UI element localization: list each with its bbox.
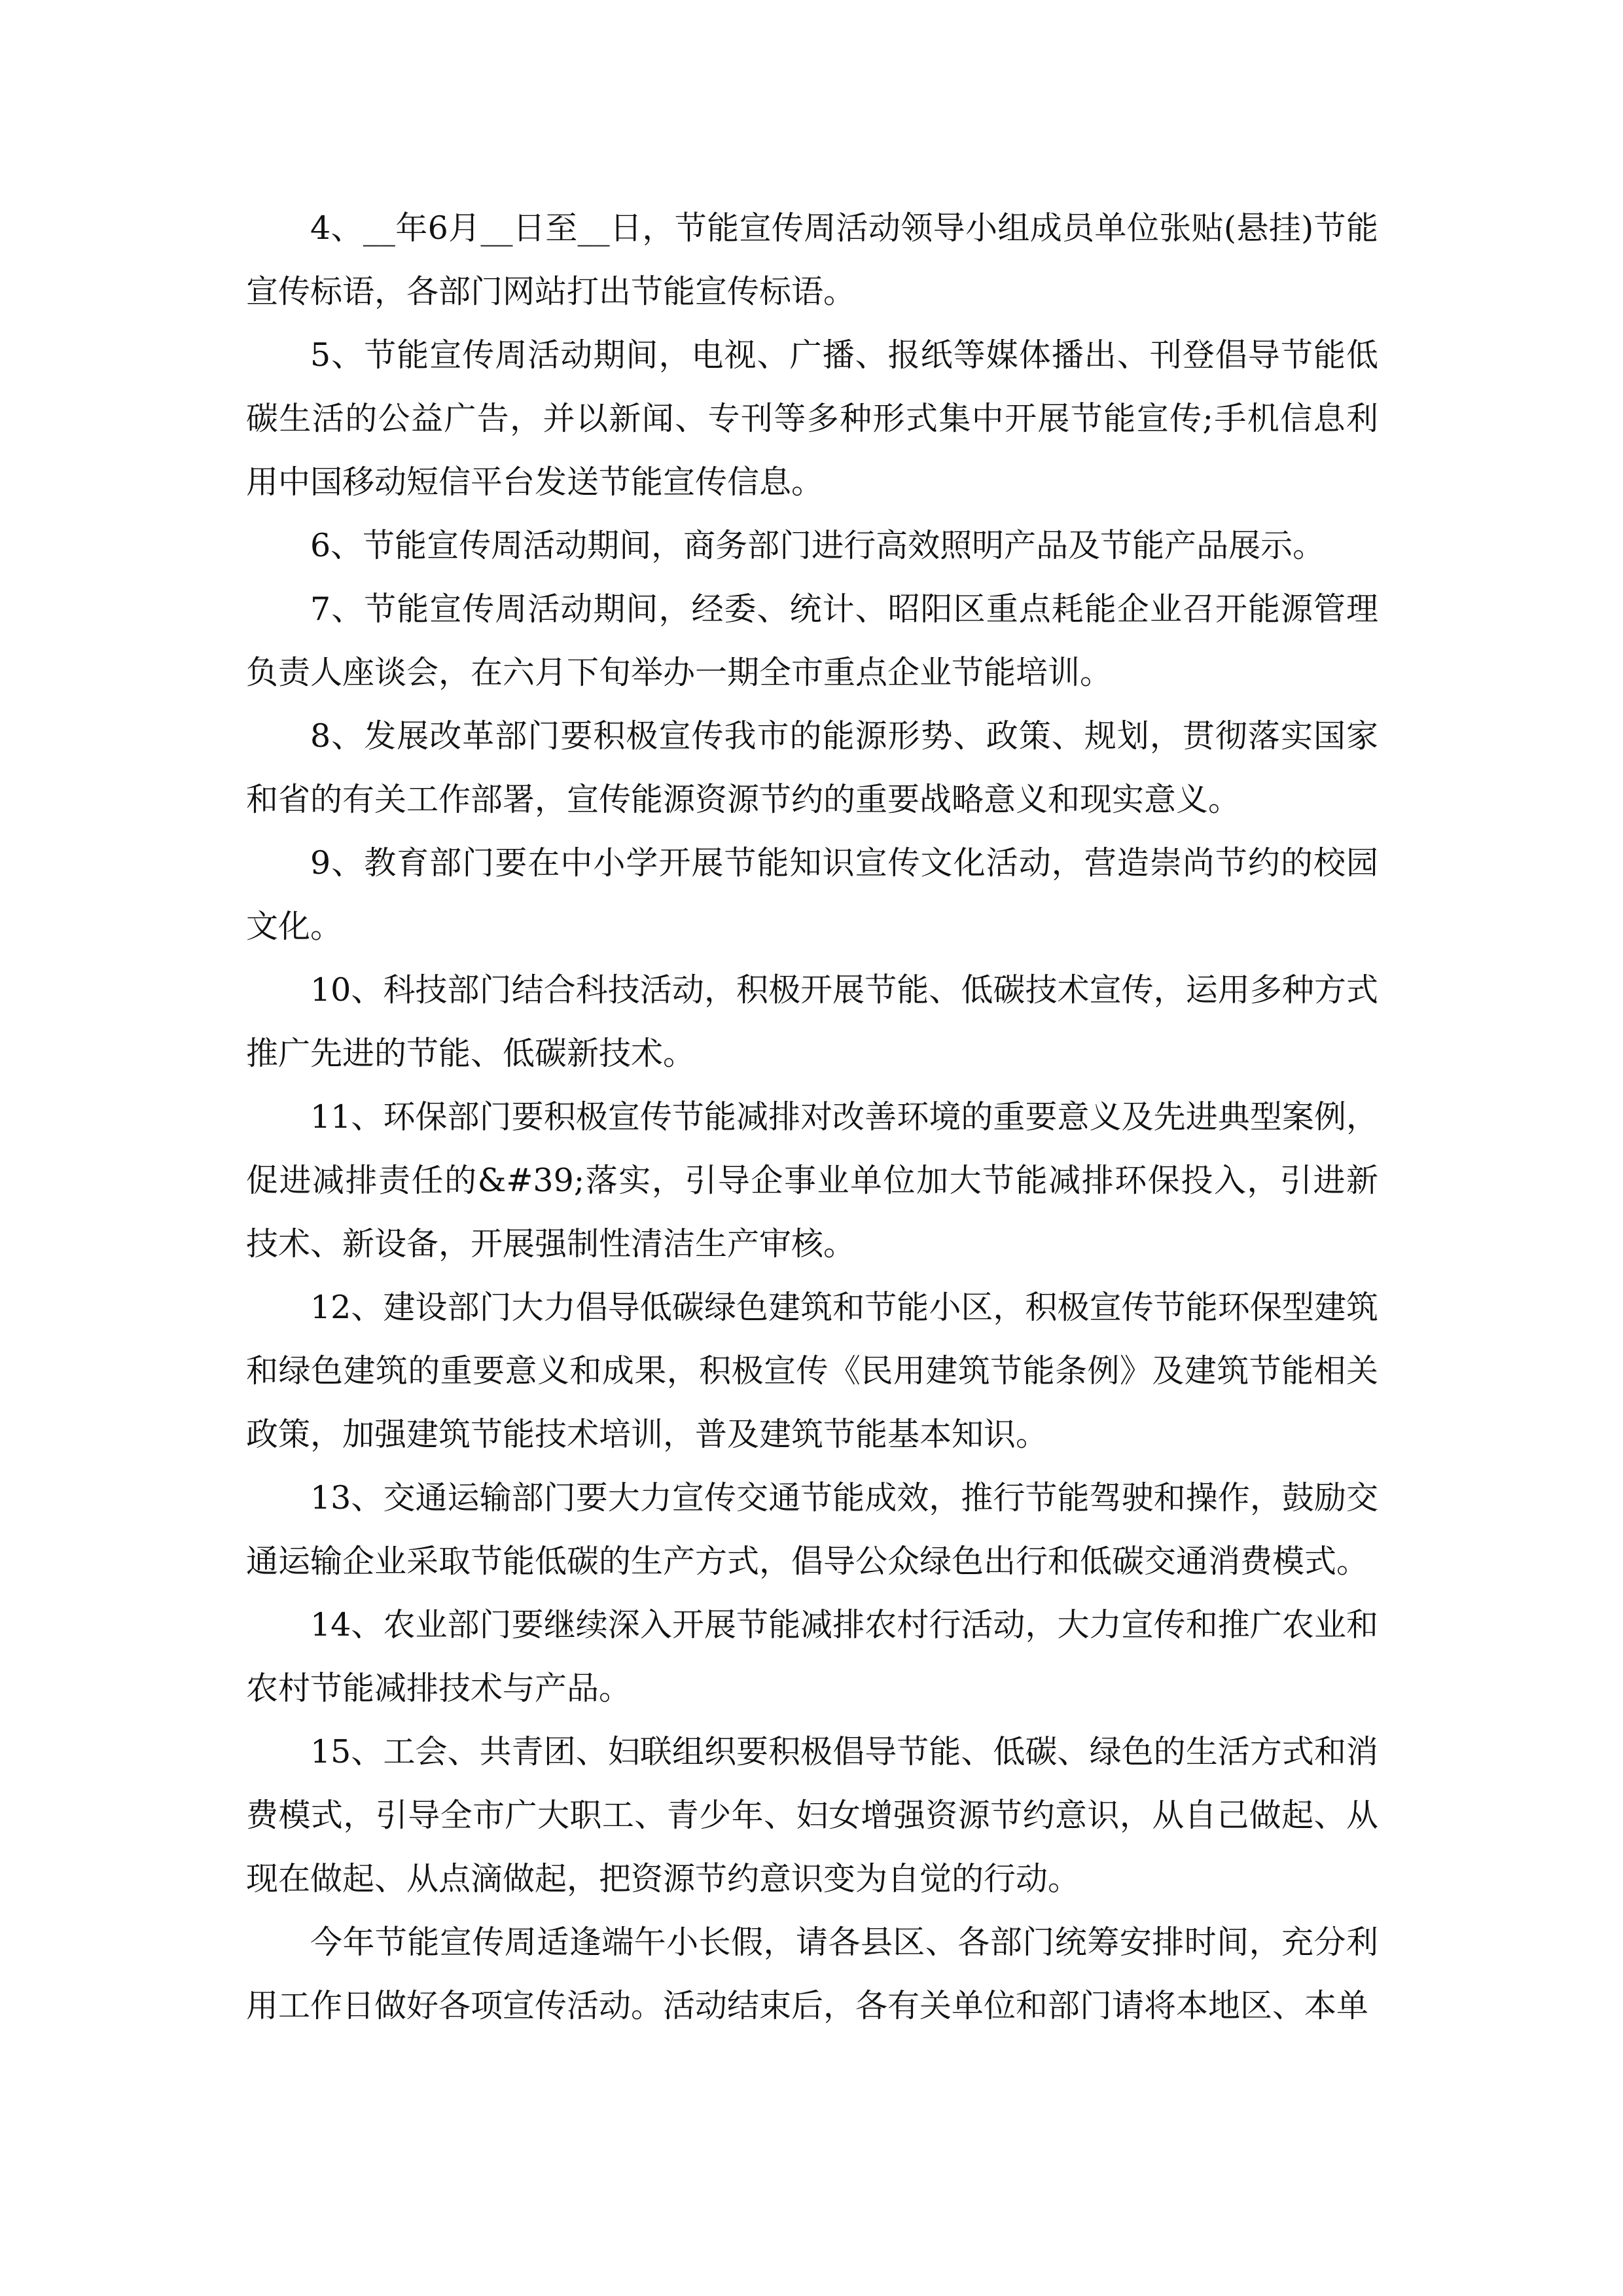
paragraph-item-6: 6、节能宣传周活动期间，商务部门进行高效照明产品及节能产品展示。 <box>310 527 1325 564</box>
document-body <box>246 196 1378 2037</box>
paragraph-item-10: 10、科技部门结合科技活动，积极开展节能、低碳技术宣传，运用多种方式推广先进的节能、低碳新技术。 <box>246 971 1378 1072</box>
paragraph-item-14: 14、农业部门要继续深入开展节能减排农村行活动，大力宣传和推广农业和农村节能减排技术与产品。 <box>246 1606 1378 1707</box>
paragraph-item-7: 7、节能宣传周活动期间，经委、统计、昭阳区重点耗能企业召开能源管理负责人座谈会，在六月下旬举办一期全市重点企业节能培训。 <box>246 590 1378 691</box>
paragraph-item-11: 11、环保部门要积极宣传节能减排对改善环境的重要意义及先进典型案例，促进减排责任的&#39;落实，引导企事业单位加大节能减排环保投入，引进新技术、新设备，开展强制性清洁生产审核。 <box>246 1098 1378 1263</box>
paragraph-item-9: 9、教育部门要在中小学开展节能知识宣传文化活动，营造崇尚节约的校园文化。 <box>246 844 1378 945</box>
paragraph-closing: 今年节能宣传周适逢端午小长假，请各县区、各部门统筹安排时间，充分利用工作日做好各项宣传活动。活动结束后，各有关单位和部门请将本地区、本单 <box>246 1924 1378 2024</box>
paragraph-item-4: 4、__年6月__日至__日，节能宣传周活动领导小组成员单位张贴(悬挂)节能宣传标语，各部门网站打出节能宣传标语。 <box>246 209 1378 310</box>
paragraph-item-5: 5、节能宣传周活动期间，电视、广播、报纸等媒体播出、刊登倡导节能低碳生活的公益广告，并以新闻、专刊等多种形式集中开展节能宣传;手机信息利用中国移动短信平台发送节能宣传信息。 <box>246 336 1378 501</box>
paragraph-item-12: 12、建设部门大力倡导低碳绿色建筑和节能小区，积极宣传节能环保型建筑和绿色建筑的重要意义和成果，积极宣传《民用建筑节能条例》及建筑节能相关政策，加强建筑节能技术培训，普及建筑节能基本知识。 <box>246 1289 1378 1453</box>
paragraph-item-13: 13、交通运输部门要大力宣传交通节能成效，推行节能驾驶和操作，鼓励交通运输企业采取节能低碳的生产方式，倡导公众绿色出行和低碳交通消费模式。 <box>246 1479 1378 1580</box>
paragraph-item-8: 8、发展改革部门要积极宣传我市的能源形势、政策、规划，贯彻落实国家和省的有关工作部署，宣传能源资源节约的重要战略意义和现实意义。 <box>246 717 1378 818</box>
paragraph-item-15: 15、工会、共青团、妇联组织要积极倡导节能、低碳、绿色的生活方式和消费模式，引导全市广大职工、青少年、妇女增强资源节约意识，从自己做起、从现在做起、从点滴做起，把资源节约意识变为自觉的行动。 <box>246 1733 1378 1897</box>
